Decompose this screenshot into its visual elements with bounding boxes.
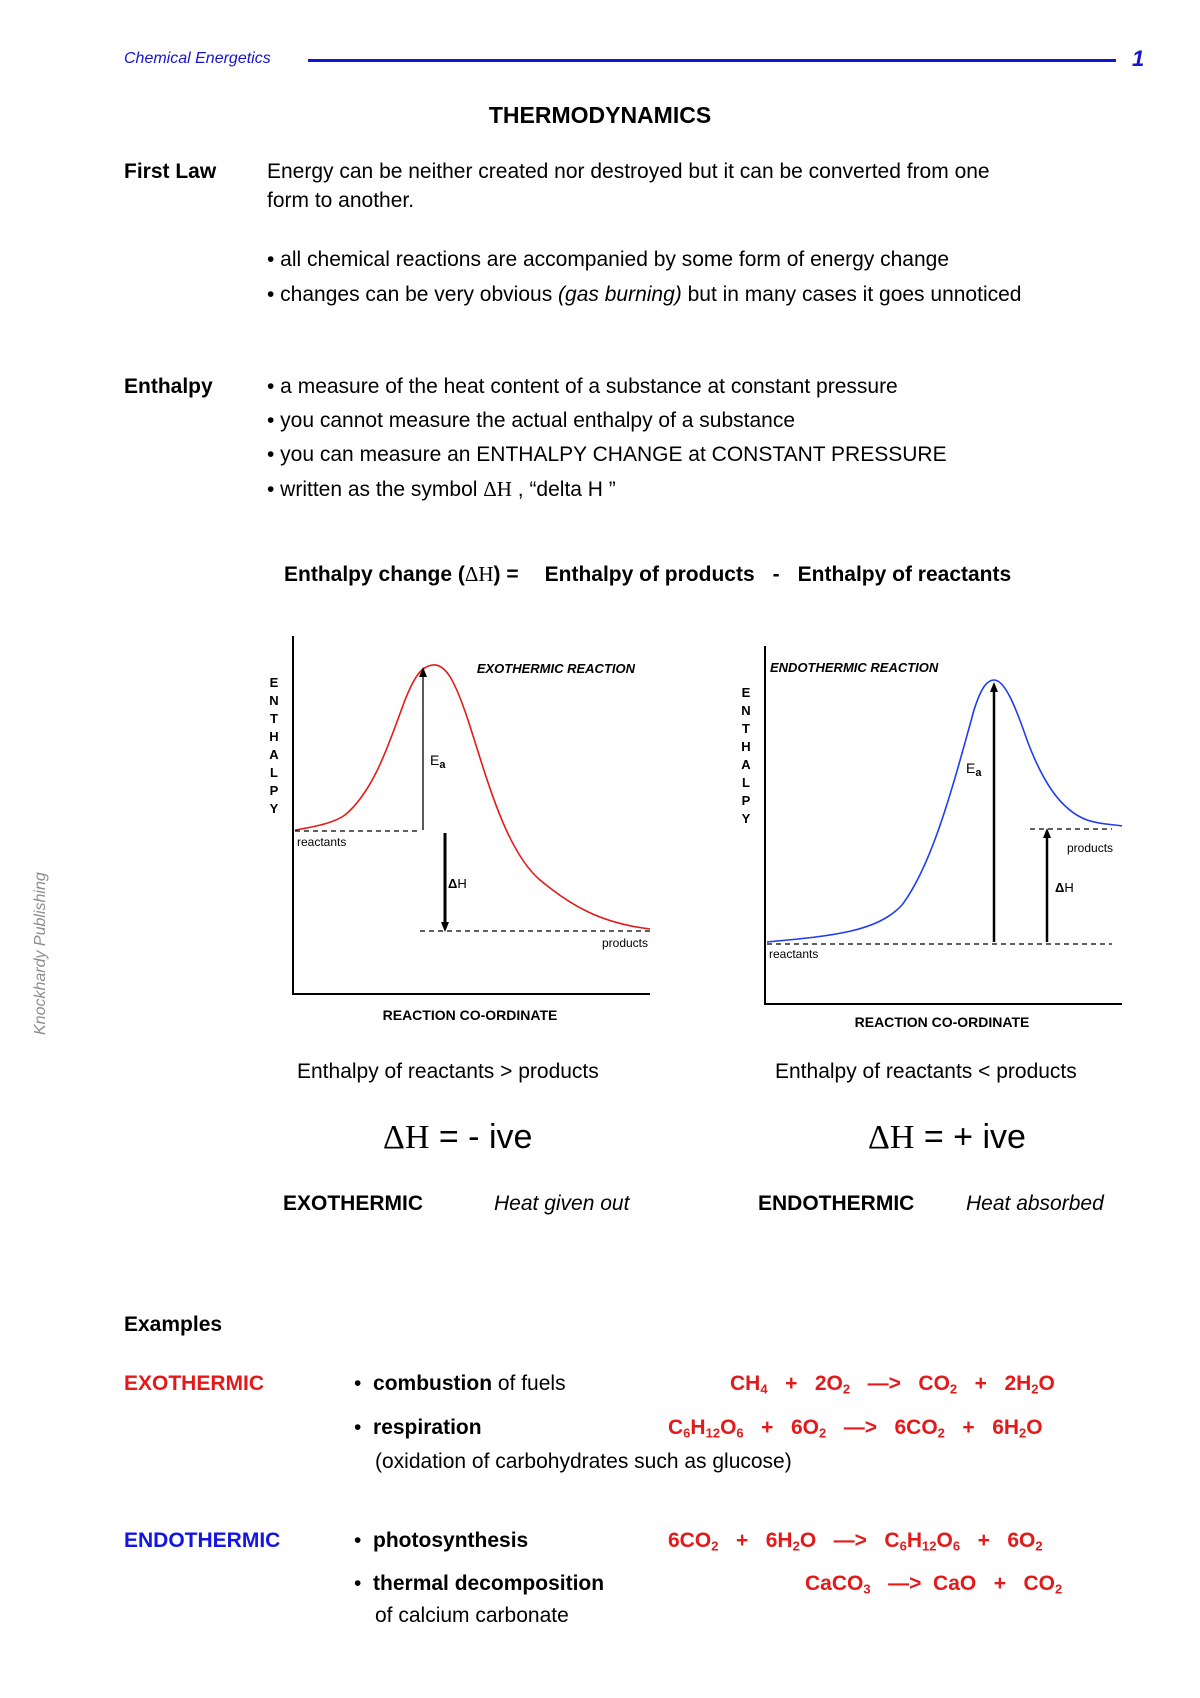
first-law-line2: form to another. bbox=[267, 189, 415, 212]
endo-ea-label: $E_a$ bbox=[966, 760, 982, 779]
svg-text:T: T bbox=[270, 711, 278, 726]
endo-x-axis-label: REACTION CO-ORDINATE bbox=[854, 1014, 1030, 1030]
svg-text:E: E bbox=[269, 675, 279, 690]
endo-products-label: products bbox=[1067, 841, 1114, 855]
endothermic-examples-label: ENDOTHERMIC bbox=[124, 1529, 281, 1552]
svg-text:P: P bbox=[741, 793, 751, 808]
exo-comparison: Enthalpy of reactants > products bbox=[297, 1060, 599, 1083]
svg-text:L: L bbox=[270, 765, 278, 780]
enthalpy-bullet3: • you can measure an ENTHALPY CHANGE at CONSTANT PRESSURE bbox=[267, 443, 947, 466]
running-header-title: Chemical Energetics bbox=[124, 50, 271, 67]
equation-photosynthesis: $6CO_2 + 6H_2O$ —> $C_6H_{12}O_6 + 6O_2$ bbox=[668, 1529, 1043, 1554]
exo-type-label: EXOTHERMIC bbox=[283, 1192, 424, 1215]
example-photosynthesis: • photosynthesis bbox=[354, 1529, 529, 1552]
exo-x-axis-label: REACTION CO-ORDINATE bbox=[382, 1007, 558, 1023]
enthalpy-label: Enthalpy bbox=[124, 375, 213, 398]
endo-y-axis-label bbox=[741, 685, 751, 826]
endo-type-label: ENDOTHERMIC bbox=[758, 1192, 915, 1215]
endothermic-energy-diagram bbox=[712, 640, 1132, 1040]
enthalpy-bullet2: • you cannot measure the actual enthalpy of a substance bbox=[267, 409, 796, 432]
endo-comparison: Enthalpy of reactants < products bbox=[775, 1060, 1077, 1083]
endo-axes bbox=[765, 646, 1122, 1004]
svg-text:A: A bbox=[269, 747, 279, 762]
svg-text:N: N bbox=[741, 703, 751, 718]
endo-dh-sign: ΔH = + ive bbox=[868, 1118, 1026, 1156]
endo-diagram-title: ENDOTHERMIC REACTION bbox=[770, 660, 939, 675]
page-title: THERMODYNAMICS bbox=[488, 102, 712, 128]
equation-respiration: $C_6H_{12}O_6 + 6O_2$ —> $6CO_2 + 6H_2O$ bbox=[668, 1416, 1043, 1441]
exo-products-label: products bbox=[601, 936, 648, 950]
endo-description: Heat absorbed bbox=[966, 1192, 1104, 1215]
example-thermal-decomposition: • thermal decomposition bbox=[354, 1572, 605, 1595]
exo-ea-label: $E_a$ bbox=[430, 752, 446, 771]
exo-reactants-label: reactants bbox=[297, 835, 347, 849]
header-rule bbox=[308, 59, 1116, 62]
exo-y-axis-label bbox=[269, 675, 279, 816]
svg-text:T: T bbox=[742, 721, 750, 736]
svg-text:Y: Y bbox=[269, 801, 279, 816]
thermal-decomposition-note: of calcium carbonate bbox=[375, 1604, 569, 1627]
exo-dh-sign: ΔH = - ive bbox=[383, 1118, 533, 1156]
enthalpy-formula: Enthalpy change (ΔH) = Enthalpy of products - Enthalpy of reactants bbox=[284, 562, 1012, 586]
endo-dh-label: ΔH bbox=[1055, 880, 1074, 895]
first-law-line1: Energy can be neither created nor destroyed but it can be converted from one bbox=[267, 160, 990, 183]
enthalpy-bullet4: • written as the symbol ΔH , “delta H ” bbox=[267, 477, 616, 501]
enthalpy-bullet1: • a measure of the heat content of a substance at constant pressure bbox=[267, 375, 898, 398]
exothermic-energy-diagram bbox=[240, 630, 660, 1030]
first-law-label: First Law bbox=[124, 160, 217, 183]
exo-description: Heat given out bbox=[494, 1192, 630, 1215]
equation-combustion: $CH_4 + 2O_2$ —> $CO_2 + 2H_2O$ bbox=[730, 1372, 1055, 1397]
first-law-bullet1: • all chemical reactions are accompanied by some form of energy change bbox=[267, 248, 950, 271]
svg-text:H: H bbox=[269, 729, 279, 744]
exothermic-examples-label: EXOTHERMIC bbox=[124, 1372, 265, 1395]
svg-text:N: N bbox=[269, 693, 279, 708]
example-respiration: • respiration bbox=[354, 1416, 482, 1439]
endo-energy-curve bbox=[767, 680, 1122, 942]
svg-text:H: H bbox=[741, 739, 751, 754]
equation-thermal-decomposition: CaCO$_3$ —> CaO + $CO_2$ bbox=[805, 1572, 1063, 1597]
svg-text:Y: Y bbox=[741, 811, 751, 826]
example-combustion: • combustion of fuels bbox=[354, 1372, 566, 1395]
svg-text:A: A bbox=[741, 757, 751, 772]
publisher-sidebar: Knockhardy Publishing bbox=[32, 872, 49, 1035]
first-law-bullet2: • changes can be very obvious (gas burning) but in many cases it goes unnoticed bbox=[267, 283, 1022, 306]
endo-reactants-label: reactants bbox=[769, 947, 819, 961]
exo-energy-curve bbox=[295, 665, 650, 929]
svg-text:E: E bbox=[741, 685, 751, 700]
examples-heading: Examples bbox=[124, 1313, 223, 1336]
svg-text:L: L bbox=[742, 775, 750, 790]
exo-axes bbox=[293, 636, 650, 994]
exo-diagram-title: EXOTHERMIC REACTION bbox=[476, 661, 635, 676]
svg-text:P: P bbox=[269, 783, 279, 798]
page-number: 1 bbox=[1132, 46, 1145, 71]
respiration-note: (oxidation of carbohydrates such as glucose) bbox=[375, 1450, 792, 1473]
exo-dh-label: ΔH bbox=[448, 876, 467, 891]
